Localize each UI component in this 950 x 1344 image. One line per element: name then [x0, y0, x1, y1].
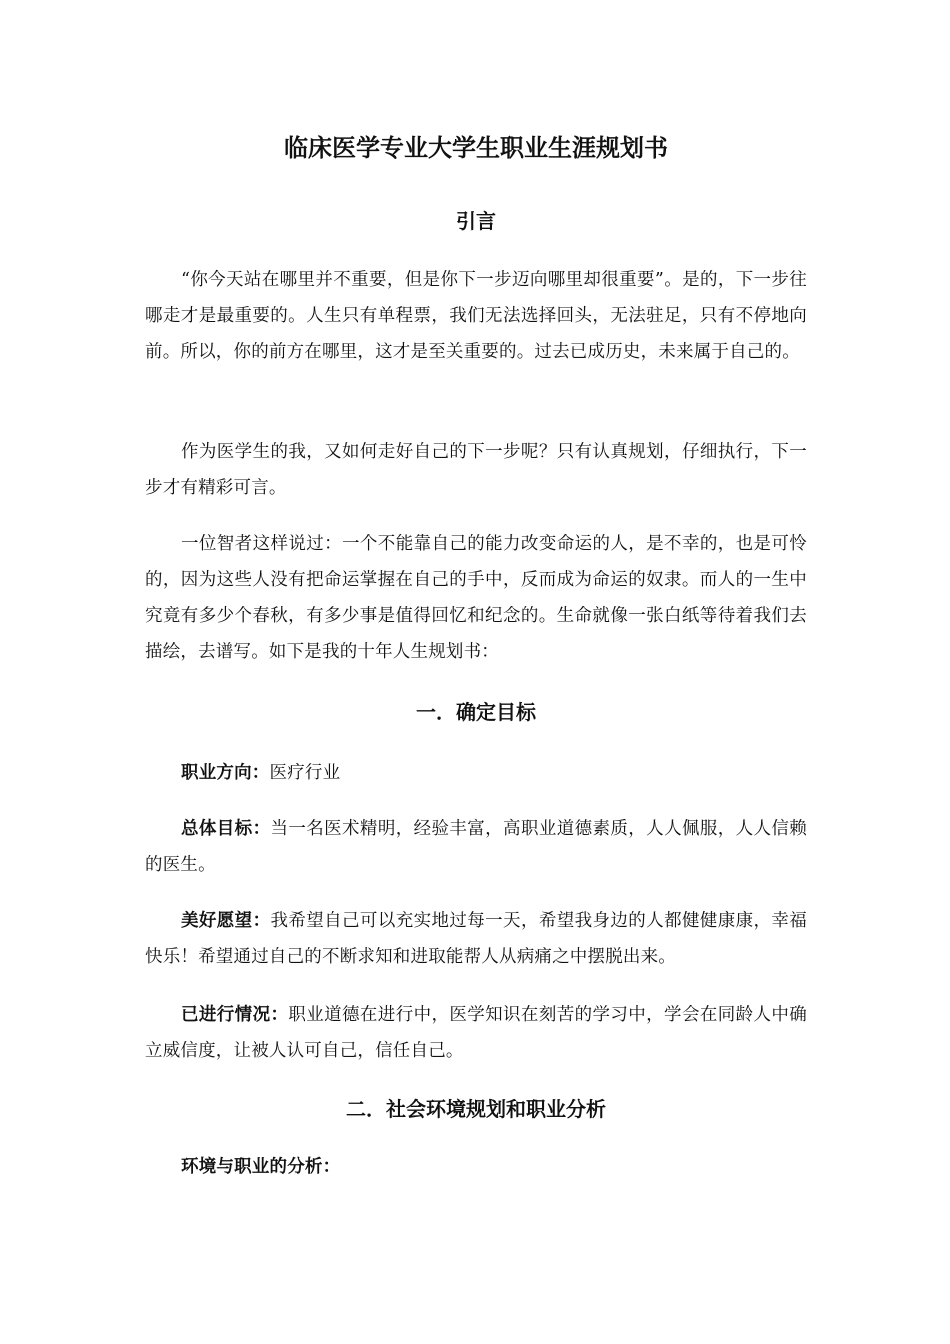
wishes-text: 我希望自己可以充实地过每一天，希望我身边的人都健健康康，幸福快乐！希望通过自己的不断求知和进取能帮人从病痛之中摆脱出来。 — [145, 911, 808, 967]
career-direction-text: 医疗行业 — [269, 763, 341, 783]
overall-goal-label: 总体目标： — [181, 819, 271, 839]
progress-paragraph — [145, 997, 807, 1069]
intro-paragraph-3: 一位智者这样说过：一个不能靠自己的能力改变命运的人，是不幸的，也是可怜的，因为这些人没有把命运掌握在自己的手中，反而成为命运的奴隶。而人的一生中究竟有多少个春秋，有多少事是值得回忆和纪念的。生命就像一张白纸等待着我们去描绘，去谱写。如下是我的十年人生规划书： — [145, 534, 807, 662]
document-page — [145, 0, 807, 1344]
section-2-subheading-paragraph — [145, 1149, 807, 1185]
wishes-label: 美好愿望： — [181, 911, 271, 931]
career-direction-label: 职业方向： — [181, 763, 270, 783]
document-title: 临床医学专业大学生职业生涯规划书 — [284, 134, 668, 162]
wishes-paragraph — [145, 903, 807, 975]
intro-paragraph-1: “你今天站在哪里并不重要，但是你下一步迈向哪里却很重要”。是的，下一步往哪走才是最重要的。人生只有单程票，我们无法选择回头，无法驻足，只有不停地向前。所以，你的前方在哪里，这才是至关重要的。过去已成历史，未来属于自己的。 — [145, 270, 807, 362]
intro-heading: 引言 — [456, 209, 496, 233]
intro-paragraph-2: 作为医学生的我，又如何走好自己的下一步呢？只有认真规划，仔细执行，下一步才有精彩可言。 — [145, 442, 807, 498]
career-direction-paragraph — [145, 755, 807, 791]
section-2-heading: 二．社会环境规划和职业分析 — [346, 1097, 606, 1121]
overall-goal-paragraph — [145, 811, 807, 883]
section-2-subheading: 环境与职业的分析： — [181, 1157, 341, 1177]
progress-label: 已进行情况： — [181, 1005, 289, 1025]
progress-text: 职业道德在进行中，医学知识在刻苦的学习中，学会在同龄人中确立威信度，让被人认可自己，信任自己。 — [145, 1005, 807, 1061]
overall-goal-text: 当一名医术精明，经验丰富，高职业道德素质，人人佩服，人人信赖的医生。 — [145, 819, 808, 875]
section-1-heading: 一．确定目标 — [416, 700, 536, 724]
